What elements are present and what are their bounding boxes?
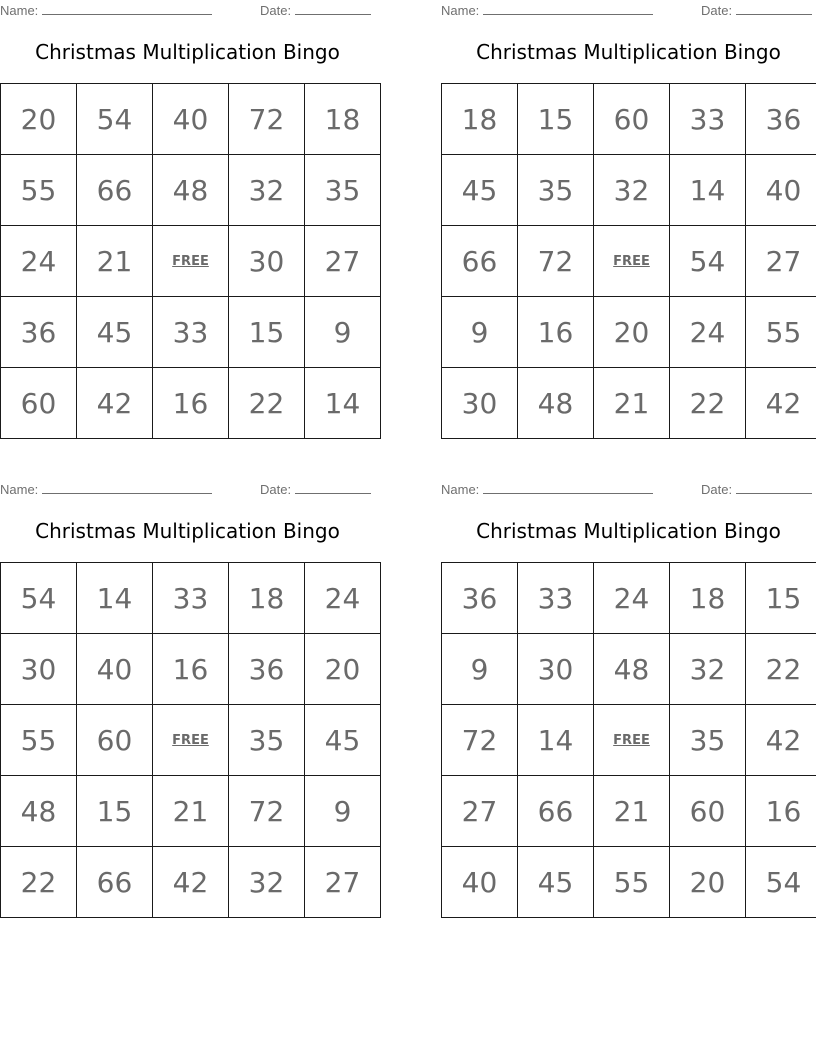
bingo-grid (441, 83, 816, 439)
bingo-row (442, 226, 816, 297)
bingo-cell[interactable]: 66 (518, 776, 594, 847)
bingo-row (442, 776, 816, 847)
bingo-row (442, 634, 816, 705)
bingo-cell[interactable]: 72 (229, 776, 305, 847)
bingo-cell[interactable]: 35 (670, 705, 746, 776)
bingo-grid (441, 562, 816, 918)
bingo-row (1, 847, 381, 918)
name-line (483, 4, 653, 15)
bingo-cell[interactable]: 20 (305, 634, 381, 705)
name-label: Name: (441, 482, 480, 497)
bingo-cell[interactable]: 20 (594, 297, 670, 368)
bingo-row (442, 155, 816, 226)
bingo-row (1, 84, 381, 155)
bingo-row (1, 297, 381, 368)
bingo-card (441, 479, 816, 899)
free-space-cell[interactable]: FREE (153, 705, 229, 776)
name-field (441, 3, 653, 18)
name-line (42, 4, 212, 15)
bingo-cell[interactable]: 33 (153, 297, 229, 368)
bingo-cell[interactable]: 14 (670, 155, 746, 226)
date-line (295, 4, 371, 15)
card-header (441, 0, 816, 22)
bingo-cell[interactable]: 66 (77, 155, 153, 226)
bingo-row (442, 297, 816, 368)
bingo-cell[interactable]: 16 (153, 634, 229, 705)
bingo-cell[interactable]: 45 (518, 847, 594, 918)
bingo-cell[interactable]: 45 (77, 297, 153, 368)
bingo-cell[interactable]: 54 (77, 84, 153, 155)
bingo-cell[interactable]: 48 (153, 155, 229, 226)
bingo-cell[interactable]: 45 (305, 705, 381, 776)
bingo-row (1, 368, 381, 439)
bingo-cell[interactable]: 40 (746, 155, 816, 226)
bingo-cell[interactable]: 45 (442, 155, 518, 226)
card-title: Christmas Multiplication Bingo (35, 519, 340, 543)
bingo-cell[interactable]: 21 (594, 776, 670, 847)
card-title: Christmas Multiplication Bingo (35, 40, 340, 64)
bingo-cell[interactable]: 72 (518, 226, 594, 297)
bingo-cell[interactable]: 27 (305, 847, 381, 918)
bingo-cell[interactable]: 54 (1, 563, 77, 634)
bingo-cell[interactable]: 30 (442, 368, 518, 439)
bingo-cell[interactable]: 27 (305, 226, 381, 297)
date-field (701, 3, 812, 18)
bingo-cell[interactable]: 21 (594, 368, 670, 439)
bingo-cell[interactable]: 36 (442, 563, 518, 634)
bingo-cell[interactable]: 24 (670, 297, 746, 368)
bingo-cell[interactable]: 24 (305, 563, 381, 634)
date-label: Date: (260, 3, 292, 18)
name-label: Name: (0, 3, 39, 18)
date-line (295, 483, 371, 494)
date-field (260, 3, 371, 18)
bingo-cell[interactable]: 42 (746, 368, 816, 439)
bingo-card (0, 479, 375, 899)
bingo-cell[interactable]: 32 (229, 155, 305, 226)
bingo-row (442, 84, 816, 155)
bingo-grid (0, 562, 381, 918)
bingo-cell[interactable]: 48 (1, 776, 77, 847)
bingo-row (1, 776, 381, 847)
bingo-cell[interactable]: 30 (229, 226, 305, 297)
bingo-cell[interactable]: 15 (229, 297, 305, 368)
bingo-cell[interactable]: 14 (518, 705, 594, 776)
name-field (0, 3, 212, 18)
bingo-cell[interactable]: 27 (746, 226, 816, 297)
bingo-cell[interactable]: 15 (518, 84, 594, 155)
bingo-cell[interactable]: 32 (594, 155, 670, 226)
bingo-cell[interactable]: 18 (229, 563, 305, 634)
bingo-cell[interactable]: 72 (229, 84, 305, 155)
bingo-cell[interactable]: 24 (1, 226, 77, 297)
card-title: Christmas Multiplication Bingo (476, 519, 781, 543)
bingo-cell[interactable]: 54 (746, 847, 816, 918)
bingo-cell[interactable]: 40 (153, 84, 229, 155)
bingo-card (441, 0, 816, 420)
bingo-cell[interactable]: 55 (594, 847, 670, 918)
bingo-cell[interactable]: 55 (1, 155, 77, 226)
bingo-cell[interactable]: 36 (229, 634, 305, 705)
bingo-cell[interactable]: 36 (746, 84, 816, 155)
date-line (736, 483, 812, 494)
bingo-cell[interactable]: 16 (518, 297, 594, 368)
bingo-cell[interactable]: 15 (746, 563, 816, 634)
date-label: Date: (701, 3, 733, 18)
bingo-cell[interactable]: 42 (746, 705, 816, 776)
bingo-cell[interactable]: 35 (305, 155, 381, 226)
bingo-cell[interactable]: 27 (442, 776, 518, 847)
bingo-cell[interactable]: 24 (594, 563, 670, 634)
bingo-cell[interactable]: 14 (305, 368, 381, 439)
bingo-cell[interactable]: 21 (153, 776, 229, 847)
bingo-cell[interactable]: 30 (1, 634, 77, 705)
bingo-cell[interactable]: 9 (442, 297, 518, 368)
bingo-cell[interactable]: 33 (153, 563, 229, 634)
bingo-cell[interactable]: 40 (442, 847, 518, 918)
bingo-cell[interactable]: 16 (746, 776, 816, 847)
bingo-cell[interactable]: 15 (77, 776, 153, 847)
bingo-row (442, 847, 816, 918)
bingo-row (1, 563, 381, 634)
bingo-grid (0, 83, 381, 439)
bingo-cell[interactable]: 33 (518, 563, 594, 634)
bingo-cell[interactable]: 35 (229, 705, 305, 776)
date-label: Date: (701, 482, 733, 497)
bingo-cell[interactable]: 60 (1, 368, 77, 439)
bingo-cell[interactable]: 42 (153, 847, 229, 918)
free-space-cell[interactable]: FREE (153, 226, 229, 297)
card-header (441, 479, 816, 501)
bingo-row (1, 634, 381, 705)
bingo-cell[interactable]: 18 (670, 563, 746, 634)
bingo-cell[interactable]: 30 (518, 634, 594, 705)
bingo-cell[interactable]: 9 (305, 297, 381, 368)
bingo-cell[interactable]: 22 (229, 368, 305, 439)
card-header (0, 479, 375, 501)
name-label: Name: (0, 482, 39, 497)
name-field (441, 482, 653, 497)
bingo-cell[interactable]: 22 (746, 634, 816, 705)
bingo-cell[interactable]: 9 (305, 776, 381, 847)
card-header (0, 0, 375, 22)
date-label: Date: (260, 482, 292, 497)
bingo-cell[interactable]: 36 (1, 297, 77, 368)
bingo-row (442, 368, 816, 439)
bingo-row (1, 705, 381, 776)
bingo-cell[interactable]: 55 (746, 297, 816, 368)
bingo-cell[interactable]: 40 (77, 634, 153, 705)
bingo-row (1, 226, 381, 297)
bingo-cell[interactable]: 66 (442, 226, 518, 297)
bingo-row (1, 155, 381, 226)
date-field (701, 482, 812, 497)
bingo-cell[interactable]: 18 (305, 84, 381, 155)
bingo-cell[interactable]: 48 (518, 368, 594, 439)
name-label: Name: (441, 3, 480, 18)
bingo-cell[interactable]: 14 (77, 563, 153, 634)
bingo-card (0, 0, 375, 420)
bingo-row (442, 705, 816, 776)
bingo-cell[interactable]: 35 (518, 155, 594, 226)
date-line (736, 4, 812, 15)
bingo-cell[interactable]: 54 (670, 226, 746, 297)
bingo-cell[interactable]: 22 (670, 368, 746, 439)
name-line (483, 483, 653, 494)
bingo-cell[interactable]: 21 (77, 226, 153, 297)
bingo-cell[interactable]: 66 (77, 847, 153, 918)
card-title: Christmas Multiplication Bingo (476, 40, 781, 64)
bingo-cell[interactable]: 33 (670, 84, 746, 155)
bingo-cell[interactable]: 9 (442, 634, 518, 705)
bingo-cell[interactable]: 32 (229, 847, 305, 918)
bingo-cell[interactable]: 18 (442, 84, 518, 155)
free-space-cell[interactable]: FREE (594, 226, 670, 297)
bingo-cell[interactable]: 60 (670, 776, 746, 847)
free-space-cell[interactable]: FREE (594, 705, 670, 776)
bingo-cell[interactable]: 55 (1, 705, 77, 776)
bingo-cell[interactable]: 48 (594, 634, 670, 705)
date-field (260, 482, 371, 497)
bingo-cell[interactable]: 60 (77, 705, 153, 776)
bingo-cell[interactable]: 16 (153, 368, 229, 439)
bingo-cell[interactable]: 22 (1, 847, 77, 918)
bingo-cell[interactable]: 20 (670, 847, 746, 918)
bingo-cell[interactable]: 60 (594, 84, 670, 155)
bingo-cell[interactable]: 32 (670, 634, 746, 705)
name-field (0, 482, 212, 497)
bingo-cell[interactable]: 72 (442, 705, 518, 776)
name-line (42, 483, 212, 494)
bingo-cell[interactable]: 20 (1, 84, 77, 155)
bingo-cell[interactable]: 42 (77, 368, 153, 439)
bingo-row (442, 563, 816, 634)
